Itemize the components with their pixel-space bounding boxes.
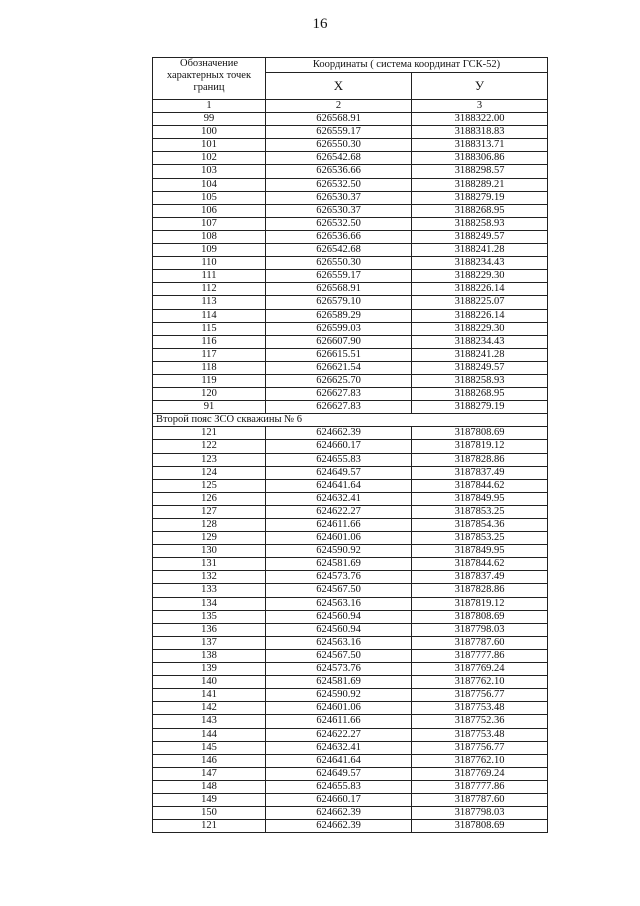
point-number-cell: 100 <box>153 126 266 139</box>
point-number-cell: 128 <box>153 519 266 532</box>
y-coordinate-cell: 3187769.24 <box>412 663 548 676</box>
table-row <box>153 767 548 780</box>
y-coordinate-cell: 3188226.14 <box>412 283 548 296</box>
point-number-cell: 126 <box>153 492 266 505</box>
y-coordinate-cell: 3188279.19 <box>412 191 548 204</box>
x-coordinate-cell: 626579.10 <box>266 296 412 309</box>
x-coordinate-cell: 626627.83 <box>266 401 412 414</box>
table-row <box>153 191 548 204</box>
table-row <box>153 741 548 754</box>
point-number-cell: 112 <box>153 283 266 296</box>
table-row <box>153 244 548 257</box>
table-row <box>153 348 548 361</box>
table-row <box>153 309 548 322</box>
table-row <box>153 283 548 296</box>
y-coordinate-cell: 3187756.77 <box>412 689 548 702</box>
section-title: Второй пояс ЗСО скважины № 6 <box>153 414 548 427</box>
table-row <box>153 126 548 139</box>
point-number-cell: 123 <box>153 453 266 466</box>
table-row <box>153 610 548 623</box>
x-coordinate-cell: 626530.37 <box>266 204 412 217</box>
point-number-cell: 118 <box>153 361 266 374</box>
section-2-rows <box>153 427 548 833</box>
point-number-cell: 139 <box>153 663 266 676</box>
x-coordinate-cell: 624655.83 <box>266 780 412 793</box>
table-row <box>153 217 548 230</box>
x-coordinate-cell: 626559.17 <box>266 270 412 283</box>
column-number: 1 <box>153 100 266 113</box>
x-coordinate-cell: 626599.03 <box>266 322 412 335</box>
point-number-cell: 110 <box>153 257 266 270</box>
column-number: 2 <box>266 100 412 113</box>
point-number-cell: 121 <box>153 820 266 833</box>
point-number-cell: 141 <box>153 689 266 702</box>
point-number-cell: 108 <box>153 230 266 243</box>
table-row <box>153 532 548 545</box>
y-coordinate-cell: 3187798.03 <box>412 623 548 636</box>
point-number-cell: 140 <box>153 676 266 689</box>
point-number-cell: 102 <box>153 152 266 165</box>
point-number-cell: 150 <box>153 807 266 820</box>
x-coordinate-cell: 624560.94 <box>266 610 412 623</box>
x-coordinate-cell: 626607.90 <box>266 335 412 348</box>
x-coordinate-cell: 626536.66 <box>266 230 412 243</box>
x-coordinate-cell: 624611.66 <box>266 715 412 728</box>
x-coordinate-cell: 624660.17 <box>266 793 412 806</box>
point-number-cell: 135 <box>153 610 266 623</box>
x-coordinate-cell: 624581.69 <box>266 676 412 689</box>
x-coordinate-cell: 624590.92 <box>266 545 412 558</box>
point-number-cell: 133 <box>153 584 266 597</box>
table-row <box>153 558 548 571</box>
y-coordinate-cell: 3187808.69 <box>412 427 548 440</box>
table-row <box>153 257 548 270</box>
y-coordinate-cell: 3188241.28 <box>412 348 548 361</box>
y-coordinate-cell: 3187787.60 <box>412 636 548 649</box>
point-number-cell: 132 <box>153 571 266 584</box>
header-x: X <box>266 73 412 100</box>
point-number-cell: 111 <box>153 270 266 283</box>
point-number-cell: 124 <box>153 466 266 479</box>
header-point-designation: Обозначение характерных точек границ <box>153 58 266 100</box>
table-row <box>153 728 548 741</box>
y-coordinate-cell: 3188229.30 <box>412 270 548 283</box>
table-row <box>153 178 548 191</box>
x-coordinate-cell: 626536.66 <box>266 165 412 178</box>
x-coordinate-cell: 624563.16 <box>266 636 412 649</box>
x-coordinate-cell: 624632.41 <box>266 741 412 754</box>
point-number-cell: 134 <box>153 597 266 610</box>
table-row <box>153 322 548 335</box>
y-coordinate-cell: 3187844.62 <box>412 479 548 492</box>
x-coordinate-cell: 624649.57 <box>266 466 412 479</box>
point-number-cell: 127 <box>153 505 266 518</box>
table-row <box>153 519 548 532</box>
table-row <box>153 453 548 466</box>
header-y: У <box>412 73 548 100</box>
point-number-cell: 137 <box>153 636 266 649</box>
x-coordinate-cell: 624641.64 <box>266 754 412 767</box>
x-coordinate-cell: 626589.29 <box>266 309 412 322</box>
x-coordinate-cell: 624601.06 <box>266 702 412 715</box>
point-number-cell: 149 <box>153 793 266 806</box>
point-number-cell: 138 <box>153 649 266 662</box>
x-coordinate-cell: 626532.50 <box>266 178 412 191</box>
x-coordinate-cell: 624573.76 <box>266 571 412 584</box>
x-coordinate-cell: 626542.68 <box>266 244 412 257</box>
x-coordinate-cell: 626532.50 <box>266 217 412 230</box>
column-number-row <box>153 100 548 113</box>
table-row <box>153 702 548 715</box>
x-coordinate-cell: 624662.39 <box>266 427 412 440</box>
x-coordinate-cell: 624567.50 <box>266 649 412 662</box>
point-number-cell: 103 <box>153 165 266 178</box>
x-coordinate-cell: 624622.27 <box>266 728 412 741</box>
table-row <box>153 793 548 806</box>
point-number-cell: 117 <box>153 348 266 361</box>
x-coordinate-cell: 626568.91 <box>266 113 412 126</box>
table-row <box>153 335 548 348</box>
y-coordinate-cell: 3188298.57 <box>412 165 548 178</box>
table-row <box>153 401 548 414</box>
y-coordinate-cell: 3187828.86 <box>412 584 548 597</box>
x-coordinate-cell: 624660.17 <box>266 440 412 453</box>
x-coordinate-cell: 624632.41 <box>266 492 412 505</box>
x-coordinate-cell: 626625.70 <box>266 374 412 387</box>
y-coordinate-cell: 3188249.57 <box>412 230 548 243</box>
table-row <box>153 597 548 610</box>
point-number-cell: 120 <box>153 388 266 401</box>
point-number-cell: 148 <box>153 780 266 793</box>
point-number-cell: 142 <box>153 702 266 715</box>
table-row <box>153 296 548 309</box>
table-row <box>153 636 548 649</box>
y-coordinate-cell: 3187769.24 <box>412 767 548 780</box>
x-coordinate-cell: 626627.83 <box>266 388 412 401</box>
y-coordinate-cell: 3187787.60 <box>412 793 548 806</box>
point-number-cell: 115 <box>153 322 266 335</box>
y-coordinate-cell: 3187828.86 <box>412 453 548 466</box>
x-coordinate-cell: 624641.64 <box>266 479 412 492</box>
table-row <box>153 584 548 597</box>
point-number-cell: 131 <box>153 558 266 571</box>
y-coordinate-cell: 3188234.43 <box>412 335 548 348</box>
y-coordinate-cell: 3188226.14 <box>412 309 548 322</box>
y-coordinate-cell: 3188234.43 <box>412 257 548 270</box>
point-number-cell: 143 <box>153 715 266 728</box>
x-coordinate-cell: 626568.91 <box>266 283 412 296</box>
table-row <box>153 361 548 374</box>
table-row <box>153 388 548 401</box>
table-row <box>153 545 548 558</box>
y-coordinate-cell: 3187849.95 <box>412 492 548 505</box>
y-coordinate-cell: 3188318.83 <box>412 126 548 139</box>
header-coordinates: Координаты ( система координат ГСК-52) <box>266 58 548 73</box>
y-coordinate-cell: 3188225.07 <box>412 296 548 309</box>
y-coordinate-cell: 3188241.28 <box>412 244 548 257</box>
table-row <box>153 270 548 283</box>
x-coordinate-cell: 624573.76 <box>266 663 412 676</box>
point-number-cell: 119 <box>153 374 266 387</box>
section-1-rows <box>153 113 548 414</box>
point-number-cell: 101 <box>153 139 266 152</box>
point-number-cell: 147 <box>153 767 266 780</box>
y-coordinate-cell: 3188306.86 <box>412 152 548 165</box>
x-coordinate-cell: 624662.39 <box>266 807 412 820</box>
point-number-cell: 105 <box>153 191 266 204</box>
x-coordinate-cell: 626542.68 <box>266 152 412 165</box>
y-coordinate-cell: 3187853.25 <box>412 532 548 545</box>
x-coordinate-cell: 624563.16 <box>266 597 412 610</box>
y-coordinate-cell: 3187853.25 <box>412 505 548 518</box>
section-2-heading <box>153 414 548 427</box>
y-coordinate-cell: 3188289.21 <box>412 178 548 191</box>
y-coordinate-cell: 3187752.36 <box>412 715 548 728</box>
y-coordinate-cell: 3188258.93 <box>412 374 548 387</box>
point-number-cell: 125 <box>153 479 266 492</box>
point-number-cell: 145 <box>153 741 266 754</box>
x-coordinate-cell: 624567.50 <box>266 584 412 597</box>
y-coordinate-cell: 3187808.69 <box>412 610 548 623</box>
x-coordinate-cell: 626550.30 <box>266 139 412 152</box>
x-coordinate-cell: 624590.92 <box>266 689 412 702</box>
page-number: 16 <box>312 16 328 32</box>
point-number-cell: 106 <box>153 204 266 217</box>
table-row <box>153 492 548 505</box>
x-coordinate-cell: 626615.51 <box>266 348 412 361</box>
table-row <box>153 165 548 178</box>
table-row <box>153 139 548 152</box>
x-coordinate-cell: 624560.94 <box>266 623 412 636</box>
table-row <box>153 466 548 479</box>
y-coordinate-cell: 3187756.77 <box>412 741 548 754</box>
point-number-cell: 136 <box>153 623 266 636</box>
y-coordinate-cell: 3187837.49 <box>412 466 548 479</box>
x-coordinate-cell: 626621.54 <box>266 361 412 374</box>
table-row <box>153 780 548 793</box>
point-number-cell: 144 <box>153 728 266 741</box>
y-coordinate-cell: 3187844.62 <box>412 558 548 571</box>
column-number: 3 <box>412 100 548 113</box>
y-coordinate-cell: 3188258.93 <box>412 217 548 230</box>
table-row <box>153 571 548 584</box>
coordinates-table <box>152 57 548 833</box>
table-row <box>153 113 548 126</box>
section-title-row <box>153 414 548 427</box>
table-row <box>153 427 548 440</box>
point-number-cell: 121 <box>153 427 266 440</box>
table-row <box>153 663 548 676</box>
point-number-cell: 107 <box>153 217 266 230</box>
y-coordinate-cell: 3187808.69 <box>412 820 548 833</box>
point-number-cell: 104 <box>153 178 266 191</box>
y-coordinate-cell: 3188313.71 <box>412 139 548 152</box>
y-coordinate-cell: 3187819.12 <box>412 597 548 610</box>
table-row <box>153 374 548 387</box>
point-number-cell: 122 <box>153 440 266 453</box>
point-number-cell: 99 <box>153 113 266 126</box>
x-coordinate-cell: 624601.06 <box>266 532 412 545</box>
point-number-cell: 109 <box>153 244 266 257</box>
x-coordinate-cell: 624655.83 <box>266 453 412 466</box>
table-row <box>153 676 548 689</box>
table-row <box>153 807 548 820</box>
y-coordinate-cell: 3187837.49 <box>412 571 548 584</box>
y-coordinate-cell: 3188268.95 <box>412 388 548 401</box>
x-coordinate-cell: 626559.17 <box>266 126 412 139</box>
table-row <box>153 715 548 728</box>
table-row <box>153 479 548 492</box>
y-coordinate-cell: 3187777.86 <box>412 780 548 793</box>
point-number-cell: 129 <box>153 532 266 545</box>
table-header <box>153 58 548 113</box>
table-row <box>153 820 548 833</box>
table-row <box>153 230 548 243</box>
y-coordinate-cell: 3187753.48 <box>412 702 548 715</box>
y-coordinate-cell: 3187762.10 <box>412 676 548 689</box>
x-coordinate-cell: 624581.69 <box>266 558 412 571</box>
point-number-cell: 114 <box>153 309 266 322</box>
y-coordinate-cell: 3188229.30 <box>412 322 548 335</box>
point-number-cell: 146 <box>153 754 266 767</box>
y-coordinate-cell: 3187849.95 <box>412 545 548 558</box>
point-number-cell: 113 <box>153 296 266 309</box>
table-row <box>153 754 548 767</box>
y-coordinate-cell: 3188268.95 <box>412 204 548 217</box>
point-number-cell: 130 <box>153 545 266 558</box>
x-coordinate-cell: 624649.57 <box>266 767 412 780</box>
y-coordinate-cell: 3187753.48 <box>412 728 548 741</box>
table-row <box>153 689 548 702</box>
y-coordinate-cell: 3188322.00 <box>412 113 548 126</box>
x-coordinate-cell: 624622.27 <box>266 505 412 518</box>
table-row <box>153 623 548 636</box>
y-coordinate-cell: 3187819.12 <box>412 440 548 453</box>
table-row <box>153 204 548 217</box>
y-coordinate-cell: 3187777.86 <box>412 649 548 662</box>
y-coordinate-cell: 3187854.36 <box>412 519 548 532</box>
y-coordinate-cell: 3188249.57 <box>412 361 548 374</box>
x-coordinate-cell: 624662.39 <box>266 820 412 833</box>
table-row <box>153 649 548 662</box>
x-coordinate-cell: 624611.66 <box>266 519 412 532</box>
point-number-cell: 116 <box>153 335 266 348</box>
y-coordinate-cell: 3187798.03 <box>412 807 548 820</box>
table-row <box>153 505 548 518</box>
y-coordinate-cell: 3187762.10 <box>412 754 548 767</box>
point-number-cell: 91 <box>153 401 266 414</box>
table-row <box>153 152 548 165</box>
x-coordinate-cell: 626550.30 <box>266 257 412 270</box>
x-coordinate-cell: 626530.37 <box>266 191 412 204</box>
y-coordinate-cell: 3188279.19 <box>412 401 548 414</box>
table-row <box>153 440 548 453</box>
